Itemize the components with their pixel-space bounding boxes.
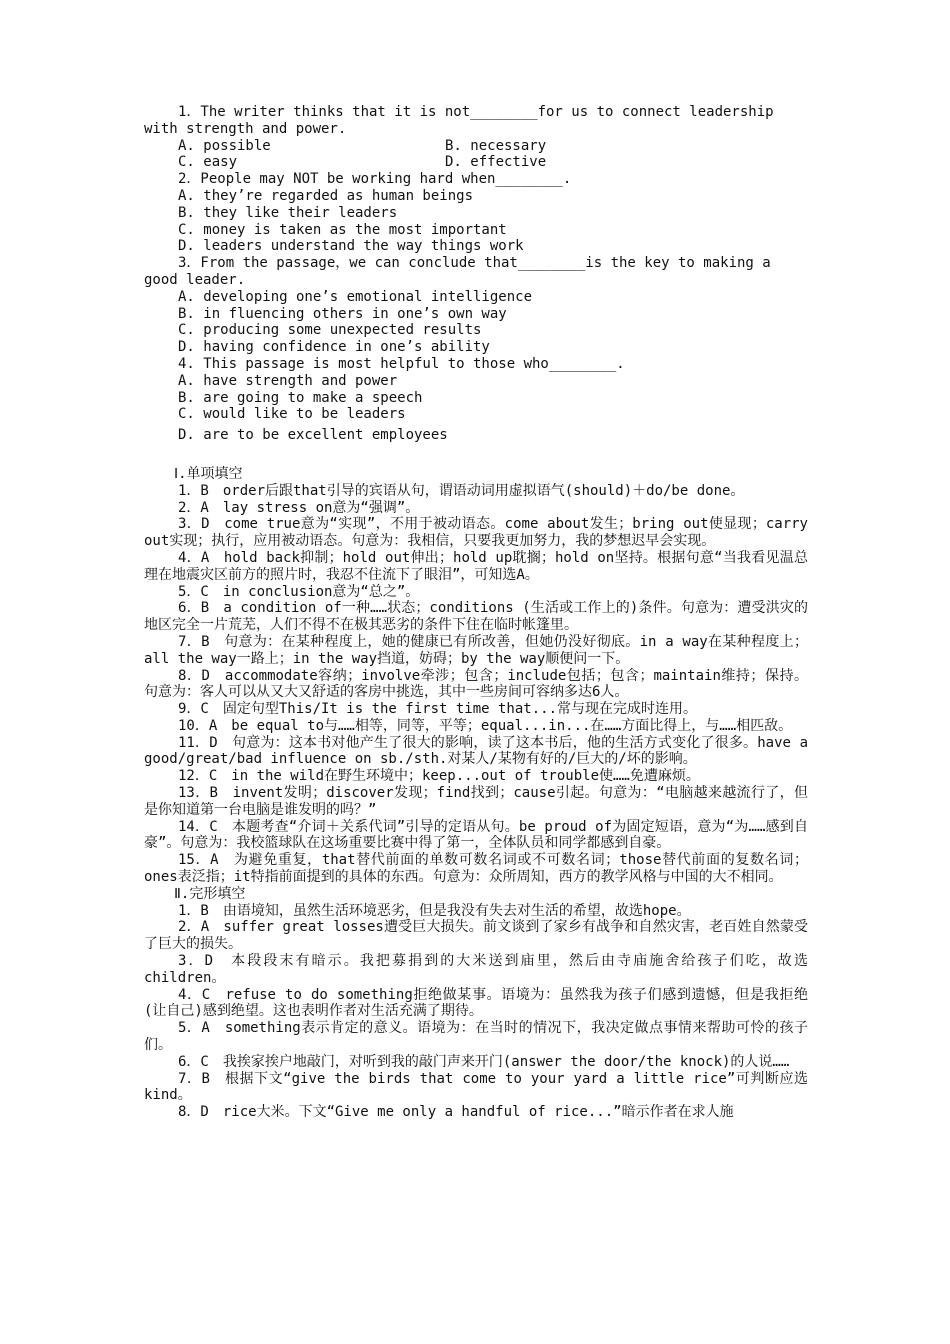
answer-item: 2．A lay stress on意为“强调”。 (178, 499, 420, 516)
answer-item: 12．C in the wild在野生环境中；keep...out of trouble使……免遭麻烦。 (178, 768, 700, 785)
option: B. they like their leaders (178, 204, 398, 221)
question-2 (144, 171, 808, 255)
question-4 (144, 356, 808, 444)
question-1 (144, 104, 808, 171)
answer-item: 14．C 本题考查“介词＋关系代词”引导的定语从句。be proud of为固定短语，意为“为……感到自豪”。句意为：我校篮球队在这场重要比赛中得了第一，全体队员和同学都感到自豪。 (144, 818, 808, 852)
answer-item: 13．B invent发明；discover发现；find找到；cause引起。句意为：“电脑越来越流行了，但是你知道第一台电脑是谁发明的吗？” (144, 785, 808, 818)
answer-item: 6．C 我挨家挨户地敲门，对听到我的敲门声来开门(answer the door/the knock)的人说…… (178, 1053, 790, 1070)
option: D. are to be excellent employees (178, 427, 448, 444)
question-stem: 2．People may NOT be working hard when________. (178, 171, 572, 188)
option: C. would like to be leaders (178, 406, 406, 423)
option: A. developing one’s emotional intelligence (178, 288, 533, 305)
answer-item: 9．C 固定句型This/It is the first time that...常与现在完成时连用。 (178, 701, 698, 718)
section-title: Ⅰ.单项填空 (174, 465, 243, 482)
answer-item: 1．B 由语境知，虽然生活环境恶劣，但是我没有失去对生活的希望，故选hope。 (178, 902, 691, 919)
option: C. easy (178, 154, 238, 171)
option: A. possible (178, 137, 271, 154)
answer-item: 4．A hold back抑制；hold out伸出；hold up耽搁；hold on坚持。根据句意“当我看见温总理在地震灾区前方的照片时，我忍不住流下了眼泪”，可知选A。 (144, 549, 808, 583)
answer-item: 7．B 根据下文“give the birds that come to your yard a little rice”可判断应选kind。 (144, 1070, 808, 1104)
question-stem: 3．From the passage，we can conclude that________is the key to making a good leader. (144, 255, 780, 288)
answer-item: 3．D 本段段末有暗示。我把募捐到的大米送到庙里，然后由寺庙施舍给孩子们吃，故选children。 (144, 953, 808, 986)
question-stem: 1．The writer thinks that it is not________for us to connect leadership with strength and power. (144, 104, 783, 137)
option: A. they’re regarded as human beings (178, 187, 474, 204)
section-title: Ⅱ.完形填空 (174, 885, 246, 902)
option: B. necessary (445, 137, 547, 154)
answer-item: 5．C in conclusion意为“总之”。 (178, 583, 420, 600)
answer-item: 2．A suffer great losses遭受巨大损失。前文谈到了家乡有战争和自然灾害，老百姓自然蒙受了巨大的损失。 (144, 919, 808, 953)
question-stem: 4. This passage is most helpful to those who________. (178, 355, 625, 372)
answer-item: 11．D 句意为：这本书对他产生了很大的影响，读了这本书后，他的生活方式变化了很多。have a good/great/bad influence on sb./sth.对某人/某物有好的/巨大的/坏的影响。 (144, 734, 817, 768)
option: C. producing some unexpected results (178, 322, 482, 339)
question-3 (144, 255, 808, 356)
option: D. leaders understand the way things work (178, 238, 524, 255)
answer-item: 8．D rice大米。下文“Give me only a handful of rice...”暗示作者在求人施 (178, 1104, 734, 1121)
option: C. money is taken as the most important (178, 221, 507, 238)
answer-item: 6．B a condition of一种……状态；conditions (生活或工作上的)条件。句意为：遭受洪灾的地区完全一片荒芜，人们不得不在极其恶劣的条件下住在临时帐篷里。 (144, 600, 808, 634)
answer-item: 1．B order后跟that引导的宾语从句，谓语动词用虚拟语气(should)＋do/be done。 (178, 482, 745, 499)
option: A. have strength and power (178, 372, 398, 389)
answers-section-2 (144, 886, 808, 1121)
answer-item: 3．D come true意为“实现”，不用于被动语态。come about发生；bring out使显现；carry out实现；执行，应用被动语态。句意为：我相信，只要我更加努力，我的梦想迟早会实现。 (144, 516, 817, 550)
option: D. having confidence in one’s ability (178, 339, 490, 356)
answer-item: 5．A something表示肯定的意义。语境为：在当时的情况下，我决定做点事情来帮助可怜的孩子们。 (144, 1020, 808, 1054)
option: D. effective (445, 154, 547, 171)
answer-item: 10．A be equal to与……相等，同等，平等；equal...in...在……方面比得上，与……相匹敌。 (178, 717, 793, 734)
document-page (144, 104, 817, 1121)
option: B. in fluencing others in one’s own way (178, 305, 507, 322)
answer-item: 7．B 句意为：在某种程度上，她的健康已有所改善，但她仍没好彻底。in a way在某种程度上；all the way一路上；in the way挡道，妨碍；by the way顺便问一下。 (144, 633, 808, 667)
option: B. are going to make a speech (178, 389, 423, 406)
options-row (144, 154, 808, 171)
answer-item: 15．A 为避免重复，that替代前面的单数可数名词或不可数名词；those替代前面的复数名词；ones表泛指；it特指前面提到的具体的东西。句意为：众所周知，西方的教学风格与中国的大不相同。 (144, 852, 808, 886)
answers-section-1 (144, 465, 817, 886)
answer-item: 8．D accommodate容纳；involve牵涉；包含；include包括；包含；maintain维持；保持。句意为：客人可以从又大又舒适的客房中挑选，其中一些房间可容纳多达6人。 (144, 667, 808, 701)
options-row (144, 138, 808, 155)
answer-item: 4．C refuse to do something拒绝做某事。语境为：虽然我为孩子们感到遗憾，但是我拒绝(让自己)感到绝望。这也表明作者对生活充满了期待。 (144, 986, 808, 1020)
